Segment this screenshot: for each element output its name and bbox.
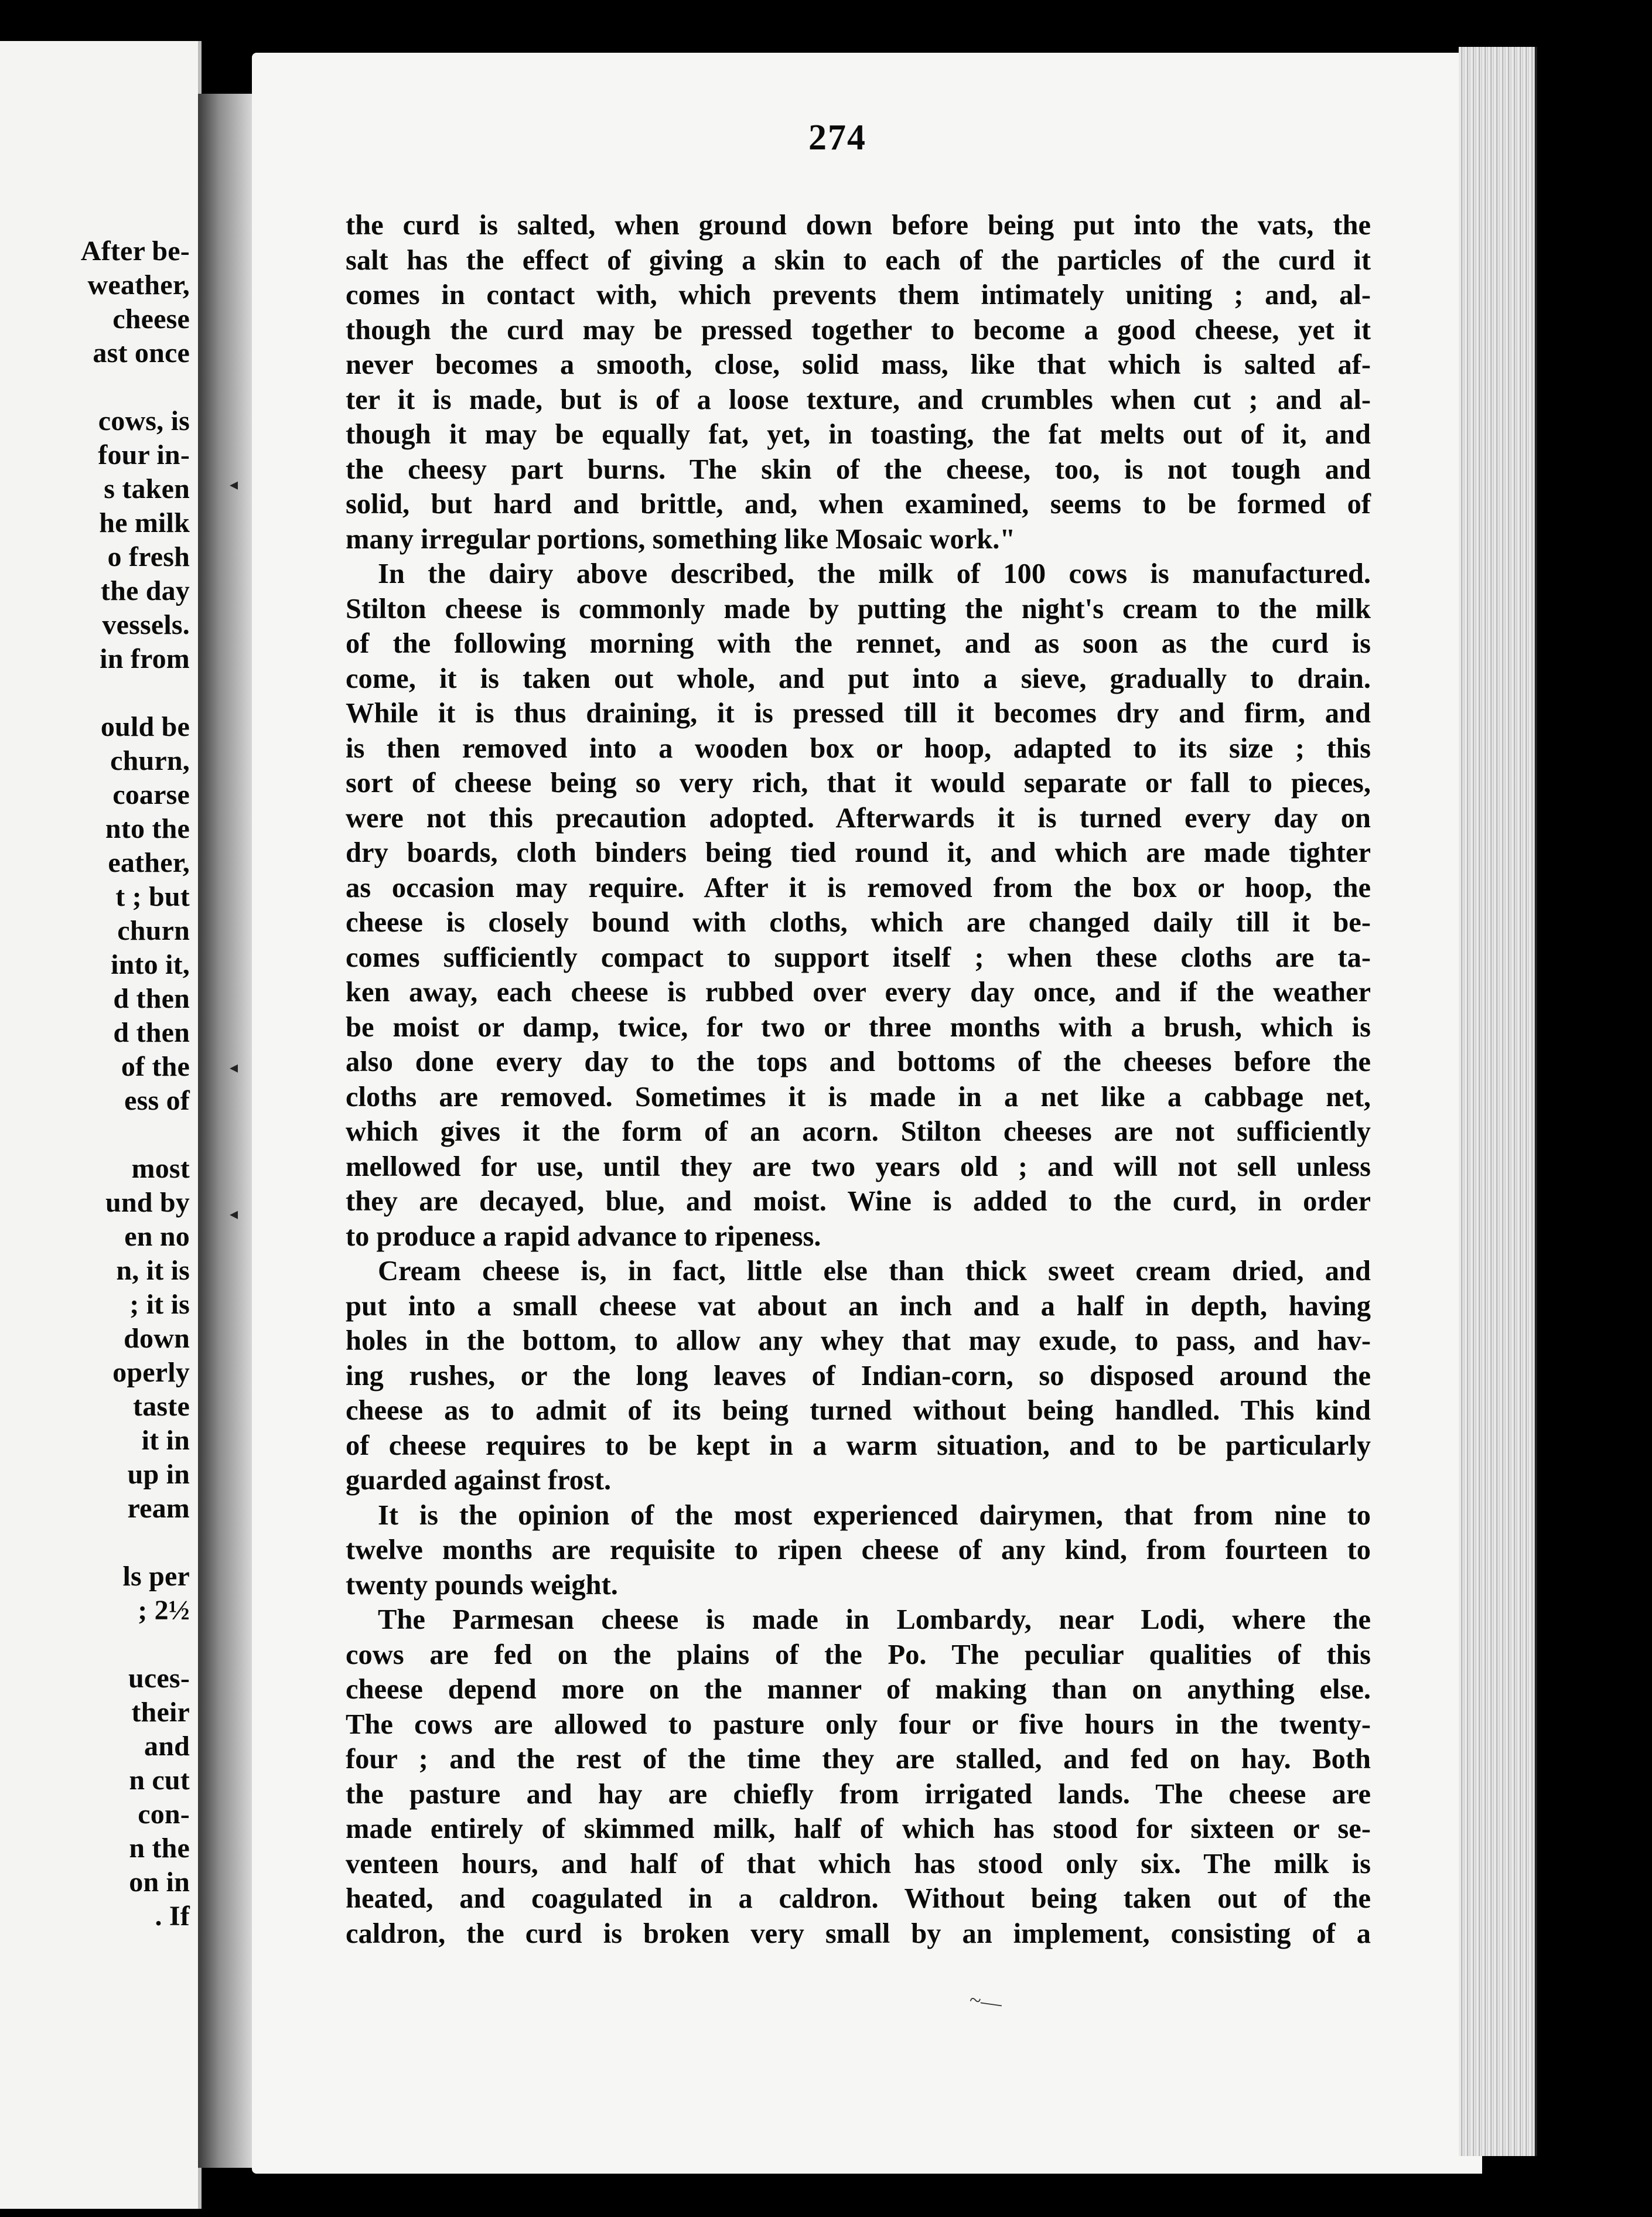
text-line: the curd is salted, when ground down before being put into the vats, the xyxy=(346,210,1371,241)
text-line: While it is thus draining, it is pressed till it becomes dry and firm, and xyxy=(346,698,1371,729)
text-line: made entirely of skimmed milk, half of which has stood for sixteen or se- xyxy=(346,1813,1371,1844)
margin-mark: ◂ xyxy=(230,476,238,494)
left-page-line: in from xyxy=(100,643,190,674)
text-line: comes sufficiently compact to support itself ; when these cloths are ta- xyxy=(346,942,1371,973)
text-line: The cows are allowed to pasture only four or five hours in the twenty- xyxy=(346,1708,1371,1740)
text-line: Cream cheese is, in fact, little else than thick sweet cream dried, and xyxy=(378,1256,1371,1287)
left-page-line: their xyxy=(131,1697,190,1728)
left-page-line: eather, xyxy=(108,847,190,878)
left-page-line: the day xyxy=(100,575,190,606)
text-line: cloths are removed. Sometimes it is made in a net like a cabbage net, xyxy=(346,1081,1371,1113)
text-line: as occasion may require. After it is removed from the box or hoop, the xyxy=(346,872,1371,903)
left-page-line: s taken xyxy=(104,473,190,504)
left-page-line: and xyxy=(144,1731,190,1762)
text-line: the cheesy part burns. The skin of the cheese, too, is not tough and xyxy=(346,453,1371,485)
text-line: salt has the effect of giving a skin to each of the particles of the curd it xyxy=(346,244,1371,276)
text-line: many irregular portions, something like Mosaic work." xyxy=(346,523,1016,555)
left-page-line xyxy=(0,676,190,710)
paragraph xyxy=(346,208,1371,557)
left-page-line: taste xyxy=(133,1391,190,1422)
left-page-line: four in- xyxy=(98,439,190,470)
left-page-line: churn xyxy=(117,915,190,946)
left-page-line: ; 2½ xyxy=(138,1595,190,1626)
text-line: venteen hours, and half of that which has stood only six. The milk is xyxy=(346,1848,1371,1880)
text-line: cows are fed on the plains of the Po. The peculiar qualities of this xyxy=(346,1639,1371,1670)
left-page-line: vessels. xyxy=(102,609,190,640)
left-page-line: ould be xyxy=(100,711,190,742)
left-page-line: t ; but xyxy=(115,881,190,912)
text-line: solid, but hard and brittle, and, when examined, seems to be formed of xyxy=(346,489,1371,520)
left-page-line xyxy=(0,370,190,404)
left-page-line: n cut xyxy=(129,1765,190,1796)
text-line: heated, and coagulated in a caldron. Without being taken out of the xyxy=(346,1883,1371,1914)
left-page-line: n, it is xyxy=(116,1255,190,1286)
left-page-line: nto the xyxy=(105,813,190,844)
left-page-line: most xyxy=(131,1153,190,1184)
text-line: ing rushes, or the long leaves of Indian-corn, so disposed around the xyxy=(346,1360,1371,1391)
text-line: the pasture and hay are chiefly from irrigated lands. The cheese are xyxy=(346,1778,1371,1810)
text-line: come, it is taken out whole, and put into a sieve, gradually to drain. xyxy=(346,663,1371,694)
margin-mark: ◂ xyxy=(230,1205,238,1223)
left-page-line: into it, xyxy=(111,949,190,980)
text-line: sort of cheese being so very rich, that it would separate or fall to pieces, xyxy=(346,768,1371,799)
ink-squiggle-mark: ~— xyxy=(968,1987,1004,2015)
paragraph xyxy=(346,557,1371,1254)
left-page-line xyxy=(0,1526,190,1560)
left-page-line: he milk xyxy=(99,507,190,538)
text-line: cheese as to admit of its being turned without being handled. This kind xyxy=(346,1395,1371,1426)
text-line: they are decayed, blue, and moist. Wine is added to the curd, in order xyxy=(346,1186,1371,1217)
text-line: of the following morning with the rennet, and as soon as the curd is xyxy=(346,628,1371,659)
text-line: never becomes a smooth, close, solid mass, like that which is salted af- xyxy=(346,349,1371,380)
page-body-text xyxy=(346,208,1371,1951)
text-line: comes in contact with, which prevents them intimately uniting ; and, al- xyxy=(346,279,1371,311)
left-page-line: After be- xyxy=(80,236,190,267)
left-page-line: coarse xyxy=(112,779,190,810)
left-page-line: o fresh xyxy=(107,541,190,572)
text-line: caldron, the curd is broken very small by an implement, consisting of a xyxy=(346,1918,1371,1949)
text-line: were not this precaution adopted. Afterwards it is turned every day on xyxy=(346,802,1371,834)
left-page-line: ess of xyxy=(124,1085,190,1116)
text-line: It is the opinion of the most experienced dairymen, that from nine to xyxy=(378,1499,1371,1531)
text-line: ken away, each cheese is rubbed over every day once, and if the weather xyxy=(346,977,1371,1008)
text-line: Stilton cheese is commonly made by putting the night's cream to the milk xyxy=(346,593,1371,625)
left-page-line: on in xyxy=(129,1867,190,1898)
text-line: though the curd may be pressed together to become a good cheese, yet it xyxy=(346,314,1371,346)
left-page-line: ls per xyxy=(122,1561,190,1592)
left-page-line: it in xyxy=(141,1425,190,1456)
left-page-line: en no xyxy=(124,1221,190,1252)
text-line: guarded against frost. xyxy=(346,1465,612,1496)
page-fore-edge xyxy=(1459,47,1537,2156)
text-line: to produce a rapid advance to ripeness. xyxy=(346,1220,821,1252)
text-line: In the dairy above described, the milk of 100 cows is manufactured. xyxy=(378,558,1371,589)
text-line: twelve months are requisite to ripen cheese of any kind, from fourteen to xyxy=(346,1534,1371,1565)
left-page-line: of the xyxy=(121,1051,190,1082)
paragraph xyxy=(346,1254,1371,1498)
left-page-text-fragments xyxy=(0,234,190,1933)
margin-mark: ◂ xyxy=(230,1059,238,1077)
text-line: of cheese requires to be kept in a warm situation, and to be particularly xyxy=(346,1430,1371,1461)
text-line: is then removed into a wooden box or hoop, adapted to its size ; this xyxy=(346,732,1371,764)
text-line: holes in the bottom, to allow any whey that may exude, to pass, and hav- xyxy=(346,1325,1371,1356)
left-page-line: d then xyxy=(113,1017,190,1048)
text-line: be moist or damp, twice, for two or three months with a brush, which is xyxy=(346,1011,1371,1043)
left-page-line: weather, xyxy=(87,270,190,301)
left-page-line: d then xyxy=(113,983,190,1014)
text-line: though it may be equally fat, yet, in toasting, the fat melts out of it, and xyxy=(346,419,1371,450)
left-page-line: con- xyxy=(138,1799,190,1830)
text-line: The Parmesan cheese is made in Lombardy, near Lodi, where the xyxy=(378,1604,1371,1635)
paragraph xyxy=(346,1602,1371,1951)
text-line: cheese depend more on the manner of making than on anything else. xyxy=(346,1674,1371,1705)
left-page-line xyxy=(0,1118,190,1152)
left-page-line: ; it is xyxy=(129,1289,190,1320)
text-line: twenty pounds weight. xyxy=(346,1569,618,1601)
text-line: mellowed for use, until they are two years old ; and will not sell unless xyxy=(346,1151,1371,1182)
left-page-line: cows, is xyxy=(98,405,190,436)
page-number: 274 xyxy=(808,118,866,158)
left-page-line: n the xyxy=(129,1833,190,1864)
text-line: put into a small cheese vat about an inch and a half in depth, having xyxy=(346,1290,1371,1322)
left-page-line: uces- xyxy=(128,1663,190,1694)
left-page-line: up in xyxy=(127,1459,190,1490)
left-page-line xyxy=(0,1628,190,1662)
text-line: four ; and the rest of the time they are stalled, and fed on hay. Both xyxy=(346,1744,1371,1775)
left-page-line: ast once xyxy=(93,337,190,369)
text-line: which gives it the form of an acorn. Stilton cheeses are not sufficiently xyxy=(346,1116,1371,1147)
paragraph xyxy=(346,1498,1371,1603)
left-page-line: ream xyxy=(127,1493,190,1524)
text-line: cheese is closely bound with cloths, which are changed daily till it be- xyxy=(346,907,1371,938)
left-page-line: down xyxy=(124,1323,190,1354)
left-page-line: . If xyxy=(155,1901,190,1932)
text-line: also done every day to the tops and bottoms of the cheeses before the xyxy=(346,1046,1371,1077)
left-page-line: operly xyxy=(112,1357,190,1388)
left-facing-page xyxy=(0,41,202,2209)
text-line: ter it is made, but is of a loose texture, and crumbles when cut ; and al- xyxy=(346,384,1371,415)
left-page-line: und by xyxy=(105,1187,190,1218)
text-line: dry boards, cloth binders being tied round it, and which are made tighter xyxy=(346,837,1371,868)
left-page-line: cheese xyxy=(112,303,190,335)
left-page-line: churn, xyxy=(110,745,190,776)
